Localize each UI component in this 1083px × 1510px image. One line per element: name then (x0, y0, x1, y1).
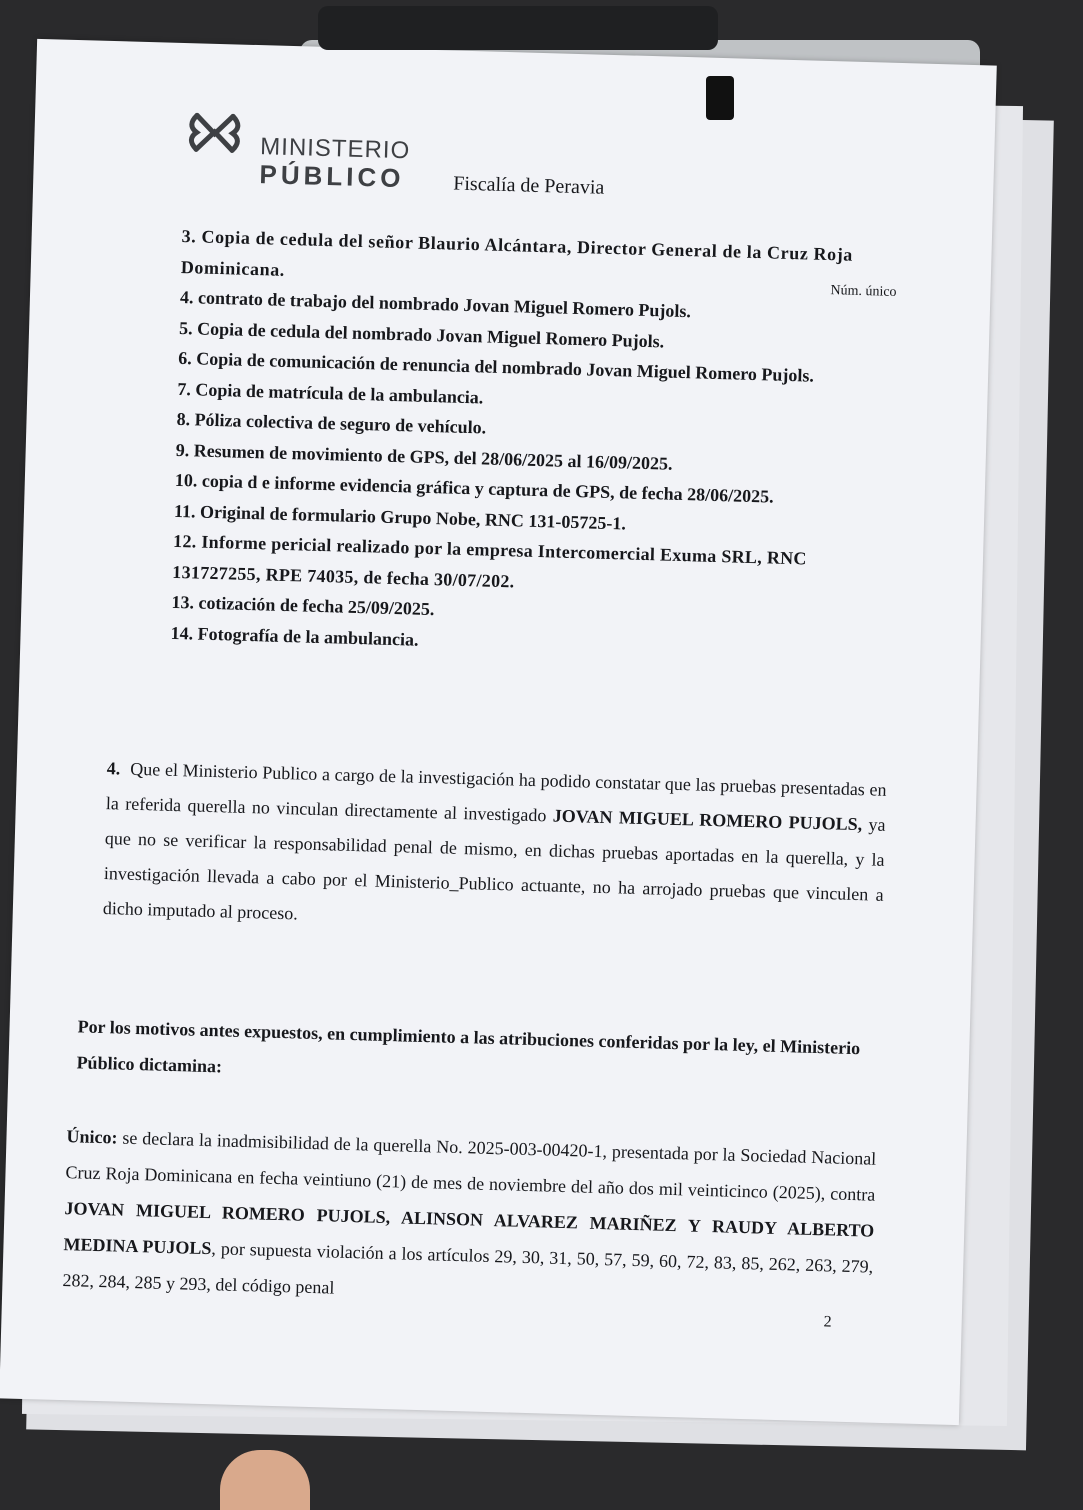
logo-wordmark (259, 133, 411, 194)
point-text-end: ya que no se verificar la responsabilidad penal de mismo, en dichas pruebas aportadas en la querella, y la investigación llevada a cabo por el Ministerio_Publico actuante, no ha arrojado pruebas que vinculen a dicho imputado al proceso. (102, 814, 886, 924)
item-text: Fotografía de la ambulancia. (197, 623, 419, 650)
item-text: Copia de cedula del señor Blaurio Alcántara, Director General de la Cruz Roja Dominicana. (180, 226, 854, 280)
unico-label: Único: (66, 1126, 118, 1148)
logo-line-publico: PÚBLICO (259, 159, 405, 194)
clipboard-clip-knob (706, 76, 734, 120)
item-text: Resumen de movimiento de GPS, del 28/06/2025 al 16/09/2025. (193, 439, 673, 474)
item-number: 3. (181, 225, 197, 247)
item-text: Copia de comunicación de renuncia del nombrado Jovan Miguel Romero Pujols. (196, 348, 815, 386)
unico-dictamen (62, 1118, 877, 1321)
item-number: 14. (170, 622, 194, 643)
item-number: 8. (176, 408, 191, 430)
item-text: Copia de cedula del nombrado Jovan Miguel Romero Pujols. (196, 317, 665, 351)
point-text-start: Que el Ministerio Publico a cargo de la investigación ha podido constatar que las pruebas presentadas en la referida querella no vinculan directamente al investigado (105, 758, 887, 826)
item-number: 4. (179, 286, 194, 308)
item-number: 11. (173, 500, 196, 521)
item-number: 10. (174, 469, 198, 491)
point-number: 4. (106, 758, 121, 779)
paragraph-point-4 (102, 751, 887, 948)
unico-text-end: , por supuesta violación a los artículos 29, 30, 31, 50, 57, 59, 60, 72, 83, 85, 262, 263, 279, 282, 284, 285 y 293, del código penal (62, 1238, 874, 1298)
accused-names: JOVAN MIGUEL ROMERO PUJOLS, ALINSON ALVAREZ MARIÑEZ Y RAUDY ALBERTO MEDINA PUJOLS (63, 1198, 875, 1259)
item-text: cotización de fecha 25/09/2025. (198, 592, 435, 620)
office-title: Fiscalía de Peravia (452, 172, 605, 199)
item-text: Copia de matrícula de la ambulancia. (195, 378, 484, 407)
item-text: Original de formulario Grupo Nobe, RNC 131-05725-1. (199, 501, 627, 533)
unico-text-start: se declara la inadmisibilidad de la querella No. 2025-003-00420-1, presentada por la Sociedad Nacional Cruz Roja Dominicana en fecha veintiuno (21) de mes de noviembre del año dos mil veinticinco (2025), contra (65, 1127, 877, 1205)
page-number: 2 (823, 1313, 832, 1331)
item-number: 6. (178, 347, 193, 369)
item-number: 7. (177, 378, 192, 399)
item-number: 12. (172, 530, 197, 552)
item-text: contrato de trabajo del nombrado Jovan Miguel Romero Pujols. (197, 287, 692, 322)
ministerio-publico-logo-icon (184, 101, 248, 165)
hand-thumb (220, 1450, 310, 1510)
evidence-list (170, 221, 902, 668)
num-unico-label: Núm. único (830, 283, 897, 300)
motivos-statement: Por los motivos antes expuestos, en cumplimiento a las atribuciones conferidas por la ley, el Ministerio Público dictamina: (76, 1016, 861, 1077)
item-number: 9. (175, 439, 190, 460)
item-text: copia d e informe evidencia gráfica y captura de GPS, de fecha 28/06/2025. (201, 470, 774, 507)
investigated-name: JOVAN MIGUEL ROMERO PUJOLS, (552, 805, 863, 835)
item-text: Informe pericial realizado por la empresa Intercomercial Exuma SRL, RNC 131727255, RPE 74035, de fecha 30/07/202. (172, 531, 808, 591)
item-number: 13. (171, 591, 195, 613)
clipboard-clip (318, 6, 718, 50)
logo-line-ministerio: MINISTERIO (259, 133, 411, 165)
item-number: 5. (178, 317, 193, 338)
document-page (0, 39, 997, 1425)
item-text: Póliza colectiva de seguro de vehículo. (194, 409, 487, 438)
